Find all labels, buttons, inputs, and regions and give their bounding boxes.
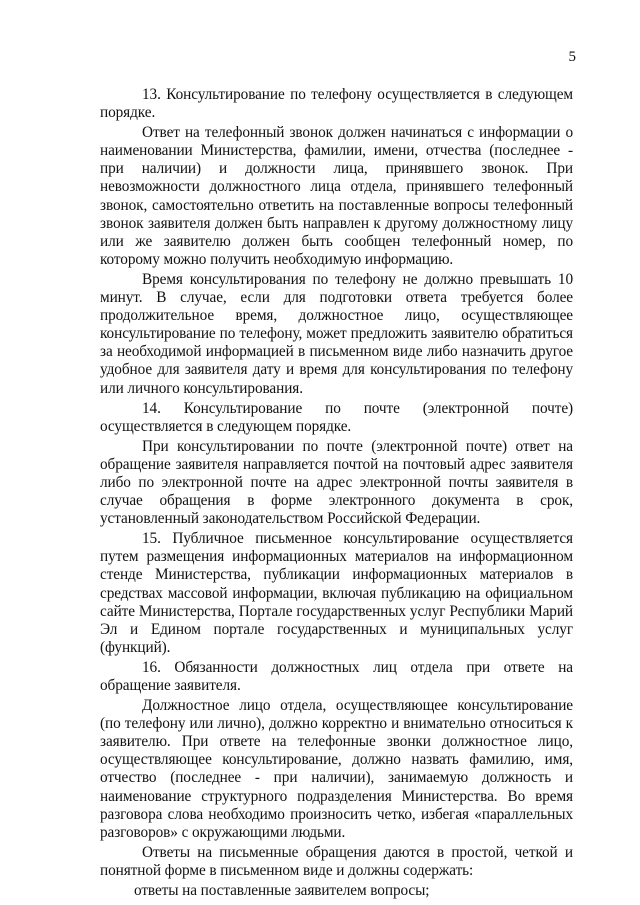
paragraph-phone-duration: Время консультирования по телефону не должно превышать 10 минут. В случае, если для подготовки ответа требуется более продолжительное время, должностное лицо, осуществляющее консультирование по телефону, может предложить заявителю обратиться за необходимой информацией в письменном виде либо назначить другое удобное для заявителя дату и время для консультирования по телефону или личного консультирования. — [100, 270, 573, 397]
list-item-answers: ответы на поставленные заявителем вопросы; — [134, 882, 430, 900]
section-15-paragraph: 15. Публичное письменное консультирование осуществляется путем размещения информационных материалов на информационном стенде Министерства, публикации информационных материалов в средствах массовой информации, включая публикацию на официальном сайте Министерства, Портале государственных услуг Республики Марий Эл и Едином портале государственных и муниципальных услуг (функций). — [100, 530, 573, 656]
section-14-heading: 14. Консультирование по почте (электронной почте) осуществляется в следующем порядке. — [100, 399, 573, 435]
paragraph-mail-consulting: При консультировании по почте (электронной почте) ответ на обращение заявителя направляется почтой на почтовый адрес заявителя либо по электронной почте на адрес электронной почты заявителя в случае обращения в форме электронного документа в срок, установленный законодательством Российской Федерации. — [100, 437, 573, 528]
page-number: 5 — [568, 49, 576, 65]
paragraph-written-replies: Ответы на письменные обращения даются в простой, четкой и понятной форме в письменном виде и должны содержать: — [100, 843, 573, 879]
paragraph-phone-answer: Ответ на телефонный звонок должен начинаться с информации о наименовании Министерства, фамилии, имени, отчества (последнее - при наличии) и должности лица, принявшего звонок. При невозможности должностного лица отдела, принявшего телефонный звонок, самостоятельно ответить на поставленные вопросы телефонный звонок заявителя должен быть направлен к другому должностному лицу или же заявителю должен быть сообщен телефонный номер, по которому можно получить необходимую информацию. — [100, 124, 573, 268]
paragraph-official-duties: Должностное лицо отдела, осуществляющее консультирование (по телефону или лично), должно корректно и внимательно относиться к заявителю. При ответе на телефонные звонки должностное лицо, осуществляющее консультирование, должно назвать фамилию, имя, отчество (последнее - при наличии), занимаемую должность и наименование структурного подразделения Министерства. Во время разговора слова необходимо произносить четко, избегая «параллельных разговоров» с окружающими людьми. — [100, 697, 573, 841]
section-13-heading: 13. Консультирование по телефону осуществляется в следующем порядке. — [100, 86, 573, 122]
section-16-heading: 16. Обязанности должностных лиц отдела при ответе на обращение заявителя. — [100, 658, 573, 694]
document-body — [100, 86, 573, 902]
